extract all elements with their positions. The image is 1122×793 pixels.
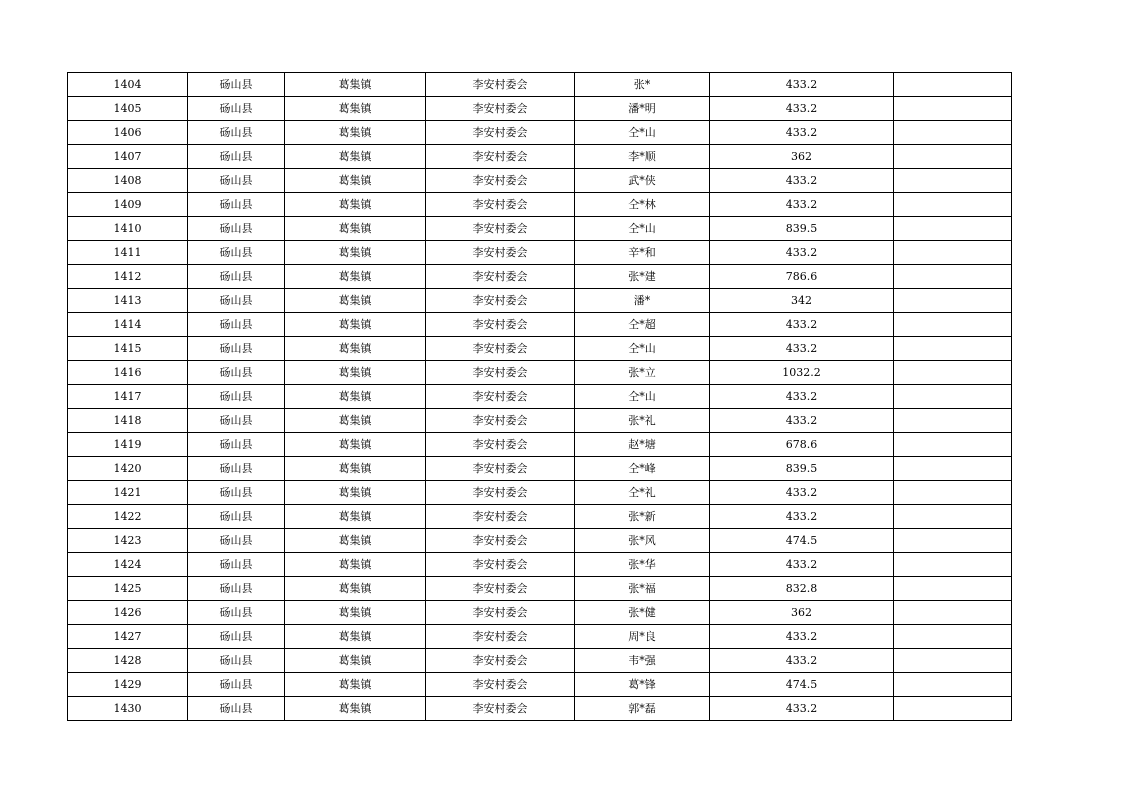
town-cell: 葛集镇 [285, 193, 426, 217]
name-cell: 辛*和 [575, 241, 710, 265]
county-cell: 砀山县 [188, 409, 285, 433]
row-number-cell: 1424 [68, 553, 188, 577]
county-cell: 砀山县 [188, 361, 285, 385]
row-number-cell: 1406 [68, 121, 188, 145]
row-number-cell: 1428 [68, 649, 188, 673]
row-number-cell: 1425 [68, 577, 188, 601]
amount-cell: 839.5 [710, 217, 894, 241]
amount-cell: 362 [710, 145, 894, 169]
town-cell: 葛集镇 [285, 673, 426, 697]
name-cell: 张*风 [575, 529, 710, 553]
village-committee-cell: 李安村委会 [426, 337, 575, 361]
village-committee-cell: 李安村委会 [426, 673, 575, 697]
name-cell: 张*建 [575, 265, 710, 289]
table-row [68, 481, 1012, 505]
name-cell: 仝*山 [575, 385, 710, 409]
name-cell: 张*华 [575, 553, 710, 577]
county-cell: 砀山县 [188, 121, 285, 145]
village-committee-cell: 李安村委会 [426, 169, 575, 193]
county-cell: 砀山县 [188, 97, 285, 121]
row-number-cell: 1413 [68, 289, 188, 313]
village-committee-cell: 李安村委会 [426, 697, 575, 721]
village-committee-cell: 李安村委会 [426, 361, 575, 385]
town-cell: 葛集镇 [285, 649, 426, 673]
amount-cell: 362 [710, 601, 894, 625]
row-number-cell: 1418 [68, 409, 188, 433]
town-cell: 葛集镇 [285, 361, 426, 385]
row-number-cell: 1415 [68, 337, 188, 361]
name-cell: 仝*峰 [575, 457, 710, 481]
table-row [68, 697, 1012, 721]
table-row [68, 457, 1012, 481]
county-cell: 砀山县 [188, 385, 285, 409]
name-cell: 周*良 [575, 625, 710, 649]
town-cell: 葛集镇 [285, 505, 426, 529]
town-cell: 葛集镇 [285, 169, 426, 193]
row-number-cell: 1411 [68, 241, 188, 265]
amount-cell: 433.2 [710, 313, 894, 337]
table-row [68, 169, 1012, 193]
note-cell [894, 97, 1012, 121]
county-cell: 砀山县 [188, 673, 285, 697]
note-cell [894, 145, 1012, 169]
village-committee-cell: 李安村委会 [426, 145, 575, 169]
county-cell: 砀山县 [188, 265, 285, 289]
row-number-cell: 1405 [68, 97, 188, 121]
village-committee-cell: 李安村委会 [426, 577, 575, 601]
note-cell [894, 649, 1012, 673]
name-cell: 仝*林 [575, 193, 710, 217]
name-cell: 仝*山 [575, 121, 710, 145]
town-cell: 葛集镇 [285, 313, 426, 337]
table-row [68, 673, 1012, 697]
village-committee-cell: 李安村委会 [426, 601, 575, 625]
amount-cell: 1032.2 [710, 361, 894, 385]
town-cell: 葛集镇 [285, 73, 426, 97]
note-cell [894, 121, 1012, 145]
amount-cell: 433.2 [710, 97, 894, 121]
town-cell: 葛集镇 [285, 409, 426, 433]
table-row [68, 121, 1012, 145]
name-cell: 仝*山 [575, 217, 710, 241]
village-committee-cell: 李安村委会 [426, 289, 575, 313]
amount-cell: 678.6 [710, 433, 894, 457]
amount-cell: 433.2 [710, 505, 894, 529]
name-cell: 张* [575, 73, 710, 97]
table-row [68, 241, 1012, 265]
table-row [68, 265, 1012, 289]
village-committee-cell: 李安村委会 [426, 121, 575, 145]
town-cell: 葛集镇 [285, 481, 426, 505]
subsidy-table [67, 72, 1012, 721]
county-cell: 砀山县 [188, 169, 285, 193]
name-cell: 赵*塘 [575, 433, 710, 457]
village-committee-cell: 李安村委会 [426, 457, 575, 481]
table-row [68, 409, 1012, 433]
row-number-cell: 1414 [68, 313, 188, 337]
village-committee-cell: 李安村委会 [426, 73, 575, 97]
note-cell [894, 697, 1012, 721]
name-cell: 张*礼 [575, 409, 710, 433]
note-cell [894, 433, 1012, 457]
town-cell: 葛集镇 [285, 145, 426, 169]
note-cell [894, 265, 1012, 289]
table-row [68, 361, 1012, 385]
town-cell: 葛集镇 [285, 553, 426, 577]
town-cell: 葛集镇 [285, 529, 426, 553]
row-number-cell: 1410 [68, 217, 188, 241]
table-row [68, 625, 1012, 649]
amount-cell: 832.8 [710, 577, 894, 601]
name-cell: 张*新 [575, 505, 710, 529]
amount-cell: 433.2 [710, 73, 894, 97]
table-row [68, 553, 1012, 577]
village-committee-cell: 李安村委会 [426, 409, 575, 433]
county-cell: 砀山县 [188, 73, 285, 97]
row-number-cell: 1429 [68, 673, 188, 697]
amount-cell: 433.2 [710, 409, 894, 433]
row-number-cell: 1416 [68, 361, 188, 385]
note-cell [894, 553, 1012, 577]
note-cell [894, 73, 1012, 97]
table-row [68, 73, 1012, 97]
note-cell [894, 217, 1012, 241]
table-row [68, 385, 1012, 409]
row-number-cell: 1420 [68, 457, 188, 481]
amount-cell: 433.2 [710, 481, 894, 505]
county-cell: 砀山县 [188, 241, 285, 265]
row-number-cell: 1419 [68, 433, 188, 457]
village-committee-cell: 李安村委会 [426, 217, 575, 241]
row-number-cell: 1421 [68, 481, 188, 505]
county-cell: 砀山县 [188, 577, 285, 601]
village-committee-cell: 李安村委会 [426, 625, 575, 649]
table-row [68, 313, 1012, 337]
table-row [68, 337, 1012, 361]
name-cell: 张*福 [575, 577, 710, 601]
table-row [68, 505, 1012, 529]
table-row [68, 145, 1012, 169]
county-cell: 砀山县 [188, 649, 285, 673]
table-row [68, 193, 1012, 217]
village-committee-cell: 李安村委会 [426, 265, 575, 289]
note-cell [894, 505, 1012, 529]
village-committee-cell: 李安村委会 [426, 241, 575, 265]
table-row [68, 529, 1012, 553]
amount-cell: 433.2 [710, 193, 894, 217]
amount-cell: 433.2 [710, 553, 894, 577]
village-committee-cell: 李安村委会 [426, 553, 575, 577]
town-cell: 葛集镇 [285, 625, 426, 649]
row-number-cell: 1407 [68, 145, 188, 169]
amount-cell: 433.2 [710, 169, 894, 193]
row-number-cell: 1409 [68, 193, 188, 217]
note-cell [894, 601, 1012, 625]
name-cell: 郭*磊 [575, 697, 710, 721]
county-cell: 砀山县 [188, 145, 285, 169]
note-cell [894, 361, 1012, 385]
town-cell: 葛集镇 [285, 601, 426, 625]
table-body [68, 73, 1012, 721]
table-row [68, 97, 1012, 121]
note-cell [894, 289, 1012, 313]
table-row [68, 289, 1012, 313]
town-cell: 葛集镇 [285, 97, 426, 121]
county-cell: 砀山县 [188, 217, 285, 241]
name-cell: 仝*超 [575, 313, 710, 337]
name-cell: 仝*礼 [575, 481, 710, 505]
name-cell: 张*健 [575, 601, 710, 625]
village-committee-cell: 李安村委会 [426, 193, 575, 217]
county-cell: 砀山县 [188, 481, 285, 505]
county-cell: 砀山县 [188, 553, 285, 577]
table-row [68, 649, 1012, 673]
county-cell: 砀山县 [188, 337, 285, 361]
row-number-cell: 1404 [68, 73, 188, 97]
note-cell [894, 169, 1012, 193]
village-committee-cell: 李安村委会 [426, 529, 575, 553]
table-row [68, 601, 1012, 625]
amount-cell: 433.2 [710, 625, 894, 649]
amount-cell: 433.2 [710, 121, 894, 145]
amount-cell: 474.5 [710, 529, 894, 553]
note-cell [894, 385, 1012, 409]
note-cell [894, 577, 1012, 601]
note-cell [894, 529, 1012, 553]
town-cell: 葛集镇 [285, 337, 426, 361]
amount-cell: 433.2 [710, 241, 894, 265]
name-cell: 潘* [575, 289, 710, 313]
amount-cell: 474.5 [710, 673, 894, 697]
village-committee-cell: 李安村委会 [426, 385, 575, 409]
county-cell: 砀山县 [188, 193, 285, 217]
village-committee-cell: 李安村委会 [426, 481, 575, 505]
county-cell: 砀山县 [188, 697, 285, 721]
town-cell: 葛集镇 [285, 121, 426, 145]
name-cell: 潘*明 [575, 97, 710, 121]
village-committee-cell: 李安村委会 [426, 505, 575, 529]
county-cell: 砀山县 [188, 601, 285, 625]
town-cell: 葛集镇 [285, 433, 426, 457]
note-cell [894, 241, 1012, 265]
county-cell: 砀山县 [188, 505, 285, 529]
village-committee-cell: 李安村委会 [426, 97, 575, 121]
row-number-cell: 1408 [68, 169, 188, 193]
row-number-cell: 1426 [68, 601, 188, 625]
town-cell: 葛集镇 [285, 265, 426, 289]
table-row [68, 433, 1012, 457]
amount-cell: 786.6 [710, 265, 894, 289]
note-cell [894, 409, 1012, 433]
amount-cell: 839.5 [710, 457, 894, 481]
county-cell: 砀山县 [188, 289, 285, 313]
note-cell [894, 481, 1012, 505]
name-cell: 张*立 [575, 361, 710, 385]
town-cell: 葛集镇 [285, 697, 426, 721]
village-committee-cell: 李安村委会 [426, 313, 575, 337]
town-cell: 葛集镇 [285, 289, 426, 313]
name-cell: 武*侠 [575, 169, 710, 193]
row-number-cell: 1422 [68, 505, 188, 529]
table-row [68, 577, 1012, 601]
note-cell [894, 673, 1012, 697]
table-row [68, 217, 1012, 241]
amount-cell: 433.2 [710, 697, 894, 721]
town-cell: 葛集镇 [285, 457, 426, 481]
note-cell [894, 457, 1012, 481]
village-committee-cell: 李安村委会 [426, 649, 575, 673]
town-cell: 葛集镇 [285, 385, 426, 409]
county-cell: 砀山县 [188, 457, 285, 481]
county-cell: 砀山县 [188, 529, 285, 553]
name-cell: 仝*山 [575, 337, 710, 361]
row-number-cell: 1427 [68, 625, 188, 649]
town-cell: 葛集镇 [285, 241, 426, 265]
town-cell: 葛集镇 [285, 217, 426, 241]
amount-cell: 433.2 [710, 649, 894, 673]
name-cell: 李*顺 [575, 145, 710, 169]
name-cell: 葛*锋 [575, 673, 710, 697]
note-cell [894, 313, 1012, 337]
amount-cell: 433.2 [710, 337, 894, 361]
county-cell: 砀山县 [188, 625, 285, 649]
village-committee-cell: 李安村委会 [426, 433, 575, 457]
amount-cell: 342 [710, 289, 894, 313]
town-cell: 葛集镇 [285, 577, 426, 601]
row-number-cell: 1430 [68, 697, 188, 721]
note-cell [894, 625, 1012, 649]
county-cell: 砀山县 [188, 313, 285, 337]
name-cell: 韦*强 [575, 649, 710, 673]
county-cell: 砀山县 [188, 433, 285, 457]
row-number-cell: 1423 [68, 529, 188, 553]
row-number-cell: 1417 [68, 385, 188, 409]
note-cell [894, 337, 1012, 361]
amount-cell: 433.2 [710, 385, 894, 409]
row-number-cell: 1412 [68, 265, 188, 289]
note-cell [894, 193, 1012, 217]
